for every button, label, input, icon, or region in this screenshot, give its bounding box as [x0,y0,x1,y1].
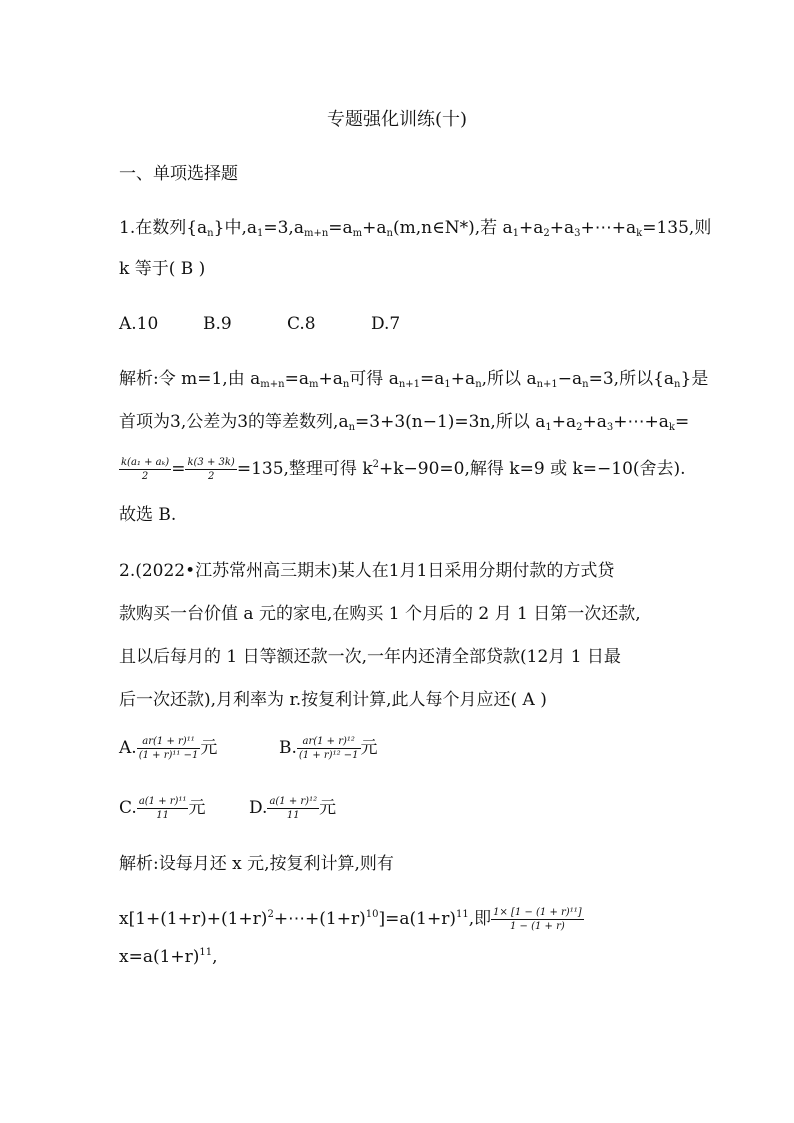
q1-option-d: D.7 [371,314,401,334]
q2-solution-line3: $x=a(1+r)^{11}$, [119,947,218,967]
q2-option-a: A. $\frac{\text{ar(1 + r)¹¹}}{\text{(1 + r)¹¹ −1}}$ 元 [119,736,218,761]
q1-options [119,312,400,336]
q1-solution-line2: 首项为3,公差为3的等差数列$,a_n=3+3(n-1)=3n$,所以 $a_1+a_2+a_3+\cdots+a_k=$ [119,412,690,433]
fraction: $\frac{\text{k(a₁ + aₖ)}}{2}$ [121,457,170,482]
q1-solution-line3: $\frac{\text{k(a₁ + aₖ)}}{2}$ = $\frac{k(3 + 3k)}{2}$ =135,整理可得 $k^2+k-90=0$,解得 k=9 或 k=−10(舍去). [121,457,686,482]
fraction: $\frac{k(3 + 3k)}{2}$ [187,457,235,482]
q2-stem-line4: 后一次还款),月利率为 r.按复利计算,此人每个月应还( A ) [119,690,547,710]
q2-option-c: C. $\frac{\text{a(1 + r)¹¹}}{11}$ 元 [119,796,206,821]
q2-solution-line2: $x[1+(1+r)+(1+r)^2+\cdots+(1+r)^{10}]=a(1+r)^{11}$,即 $\frac{\text{1× [1 − (1 + r)¹¹]}}{1 - (1 + r)}$ [119,907,582,932]
q1-stem-line1: 1.在数列$\{a_n\}$中$,a_1=3,a_{m+n}=a_m+a_n(m,n\in N*)$,若 $a_1+a_2+a_3+\cdots+a_k=135$,则 [119,218,712,239]
page-title: 专题强化训练(十) [326,109,468,130]
q1-stem-line2: k 等于( B ) [119,259,206,279]
q1-solution-line1: 解析:令 m=1,由 $a_{m+n}=a_m+a_n$可得 $a_{n+1}=a_1+a_n$,所以 $a_{n+1}-a_n=3$,所以$\{a_n\}$是 [119,369,709,390]
q2-stem-line2: 款购买一台价值 a 元的家电,在购买 1 个月后的 2 月 1 日第一次还款, [119,604,641,624]
q1-option-b: B.9 [203,314,232,334]
q2-stem-line1: 2.(2022•江苏常州高三期末)某人在1月1日采用分期付款的方式贷 [119,561,615,581]
q2-options-row2 [119,795,336,822]
q1-option-a: A.10 [119,314,159,334]
section-heading: 一、单项选择题 [119,164,238,184]
q1-option-c: C.8 [287,314,316,334]
q2-solution-line1: 解析:设每月还 x 元,按复利计算,则有 [119,854,394,874]
q2-stem-line3: 且以后每月的 1 日等额还款一次,一年内还清全部贷款(12月 1 日最 [119,647,621,667]
q2-option-d: D. $\frac{\text{a(1 + r)¹²}}{11}$ 元 [249,796,337,821]
fraction: $\frac{\text{1× [1 − (1 + r)¹¹]}}{1 - (1 + r)}$ [493,907,582,932]
q1-solution-line4: 故选 B. [119,505,177,525]
q2-option-b: B. $\frac{\text{ar(1 + r)¹²}}{\text{(1 + r)¹² −1}}$ 元 [279,736,378,761]
q2-options-row1 [119,735,378,762]
